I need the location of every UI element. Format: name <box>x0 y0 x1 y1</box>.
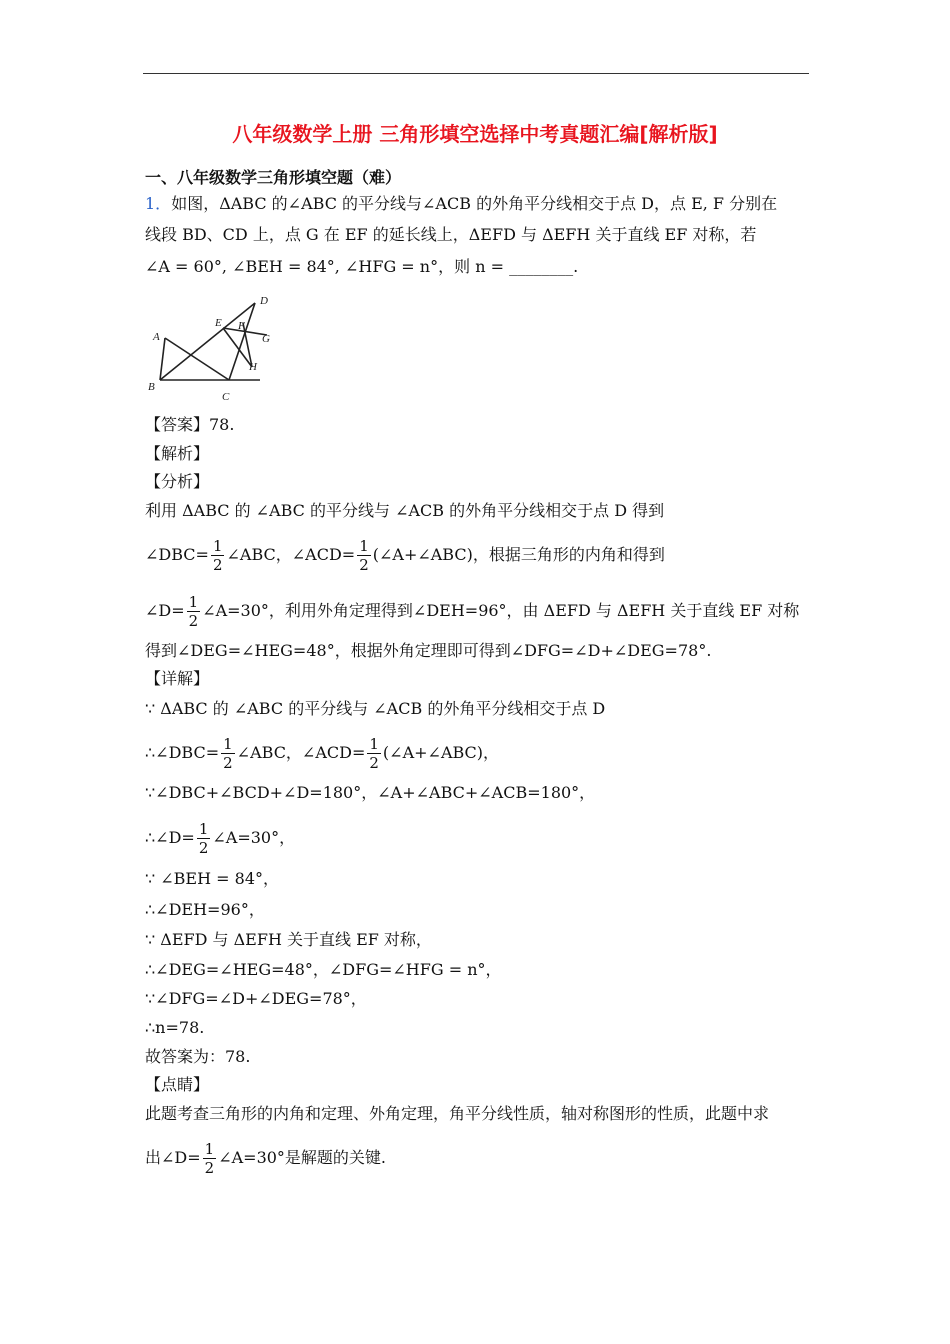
label-F: F <box>238 320 245 332</box>
problem-line-1: 1．如图，ΔABC 的∠ABC 的平分线与∠ACB 的外角平分线相交于点 D，点 E, F 分别在 <box>145 194 778 213</box>
fraction-half: $\frac{1}{2}$ <box>369 735 379 772</box>
fenxi-label: 【分析】 <box>145 472 210 491</box>
fenxi-line-2: ∠DBC= $\frac{1}{2}$ ∠ABC，∠ACD= $\frac{1}{2}$ (∠A+∠ABC)，根据三角形的内角和得到 <box>145 537 665 574</box>
fraction-half: $\frac{1}{2}$ <box>188 593 199 630</box>
header-rule <box>143 73 809 74</box>
fenxi-line-4: 得到∠DEG=∠HEG=48°，根据外角定理即可得到∠DFG=∠D+∠DEG=78°. <box>145 641 712 660</box>
problem-line-2: 线段 BD、CD 上，点 G 在 EF 的延长线上，ΔEFD 与 ΔEFH 关于直线 EF 对称，若 <box>145 225 757 244</box>
label-E: E <box>215 317 222 329</box>
xiangjie-step-9: ∵∠DFG=∠D+∠DEG=78°， <box>145 989 367 1008</box>
label-D: D <box>260 295 268 307</box>
xiangjie-step-10: ∴n=78. <box>145 1018 205 1037</box>
section-heading: 一、八年级数学三角形填空题（难） <box>145 168 402 187</box>
xiangjie-step-4: ∴∠D= $\frac{1}{2}$ ∠A=30°， <box>145 820 296 857</box>
analysis-label: 【解析】 <box>145 444 210 463</box>
fraction-half: $\frac{1}{2}$ <box>198 820 209 857</box>
page-title: 八年级数学上册 三角形填空选择中考真题汇编[解析版] <box>232 122 718 146</box>
fenxi-line-1: 利用 ΔABC 的 ∠ABC 的平分线与 ∠ACB 的外角平分线相交于点 D 得到 <box>145 501 665 520</box>
label-A: A <box>153 331 160 343</box>
fraction-half: $\frac{1}{2}$ <box>223 735 233 772</box>
xiangjie-step-8: ∴∠DEG=∠HEG=48°，∠DFG=∠HFG = n°， <box>145 960 502 979</box>
geometry-figure <box>145 290 285 408</box>
label-G: G <box>262 333 270 345</box>
xiangjie-step-6: ∴∠DEH=96°， <box>145 900 265 919</box>
xiangjie-step-5: ∵ ∠BEH = 84°， <box>145 869 280 888</box>
fraction-half: $\frac{1}{2}$ <box>212 537 223 574</box>
xiangjie-label: 【详解】 <box>145 669 210 688</box>
dianjing-label: 【点睛】 <box>145 1075 210 1094</box>
xiangjie-step-3: ∵∠DBC+∠BCD+∠D=180°，∠A+∠ABC+∠ACB=180°， <box>145 783 596 802</box>
problem-line-3: ∠A = 60°, ∠BEH = 84°, ∠HFG = n°，则 n = ________. <box>145 257 579 276</box>
fraction-half: $\frac{1}{2}$ <box>359 537 369 574</box>
fenxi-line-3: ∠D= $\frac{1}{2}$ ∠A=30°，利用外角定理得到∠DEH=96°，由 ΔEFD 与 ΔEFH 关于直线 EF 对称 <box>145 593 800 630</box>
label-B: B <box>148 381 155 393</box>
xiangjie-step-1: ∵ ΔABC 的 ∠ABC 的平分线与 ∠ACB 的外角平分线相交于点 D <box>145 699 606 718</box>
xiangjie-step-11: 故答案为：78. <box>145 1047 251 1066</box>
problem-number: 1． <box>145 194 172 213</box>
label-C: C <box>222 391 230 403</box>
answer-line: 【答案】78. <box>145 415 235 434</box>
label-H: H <box>249 361 257 373</box>
dianjing-line-2: 出∠D= $\frac{1}{2}$ ∠A=30°是解题的关键. <box>145 1140 387 1177</box>
xiangjie-step-7: ∵ ΔEFD 与 ΔEFH 关于直线 EF 对称， <box>145 930 432 949</box>
fraction-half: $\frac{1}{2}$ <box>204 1140 215 1177</box>
dianjing-line-1: 此题考查三角形的内角和定理、外角定理，角平分线性质，轴对称图形的性质，此题中求 <box>145 1104 770 1123</box>
xiangjie-step-2: ∴∠DBC= $\frac{1}{2}$ ∠ABC，∠ACD= $\frac{1}{2}$ (∠A+∠ABC)， <box>145 735 500 772</box>
